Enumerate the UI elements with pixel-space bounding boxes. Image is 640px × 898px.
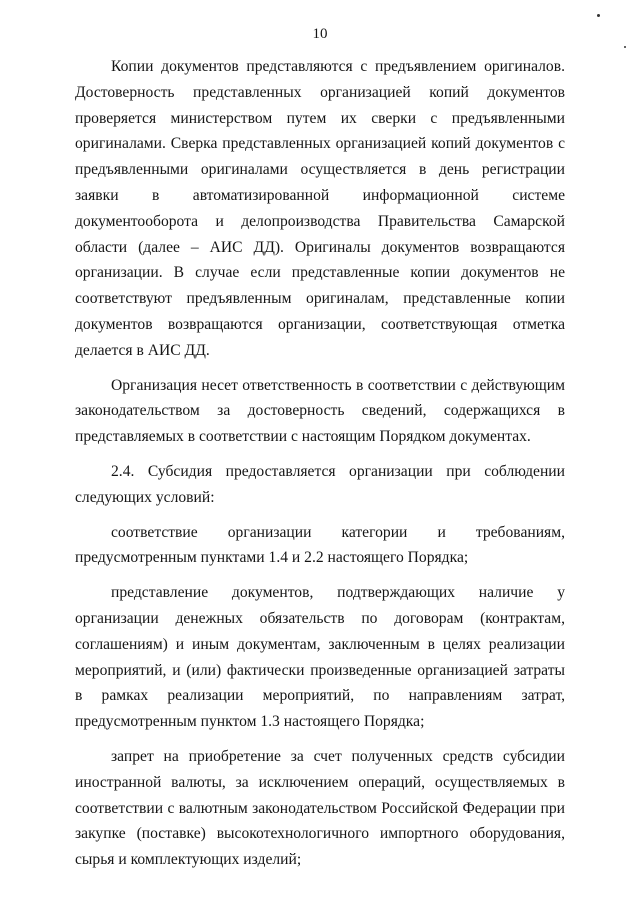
document-body bbox=[75, 54, 565, 882]
page-number: 10 bbox=[312, 26, 328, 42]
scan-speck bbox=[624, 46, 626, 48]
paragraph-condition-currency: запрет на приобретение за счет полученных средств субсидии иностранной валюты, за исключением операций, осуществляемых в соответствии с валютным законодательством Российской Федерации при закупке (поставке) высокотехнологичного импортного оборудования, сырья и комплектующих изделий; bbox=[75, 747, 565, 869]
paragraph-condition-category: соответствие организации категории и требованиям, предусмотренным пунктами 1.4 и 2.2 настоящего Порядка; bbox=[75, 523, 565, 567]
paragraph-document-copies: Копии документов представляются с предъявлением оригиналов. Достоверность представленных организацией копий документов проверяется министерством путем их сверки с предъявленными оригиналами. Сверка представленных организацией копий документов с предъявленными оригиналами осуществляется в день регистрации заявки в автоматизированной информационной системе документооборота и делопроизводства Правительства Самарской области (далее – АИС ДД). Оригиналы документов возвращаются организации. В случае если представленные копии документов не соответствуют предъявленным оригиналам, представленные копии документов возвращаются организации, соответствующая отметка делается в АИС ДД. bbox=[75, 58, 565, 359]
scan-speck bbox=[597, 14, 600, 17]
paragraph-subsidy-conditions: 2.4. Субсидия предоставляется организации при соблюдении следующих условий: bbox=[75, 462, 565, 506]
paragraph-condition-documents: представление документов, подтверждающих наличие у организации денежных обязательств по договорам (контрактам, соглашениям) и иным документам, заключенным в целях реализации мероприятий, и (или) фактически произведенные организацией затраты в рамках реализации мероприятий, по направлениям затрат, предусмотренным пунктом 1.3 настоящего Порядка; bbox=[75, 584, 565, 731]
paragraph-responsibility: Организация несет ответственность в соответствии с действующим законодательством за достоверность сведений, содержащихся в представляемых в соответствии с настоящим Порядком документах. bbox=[75, 376, 565, 446]
